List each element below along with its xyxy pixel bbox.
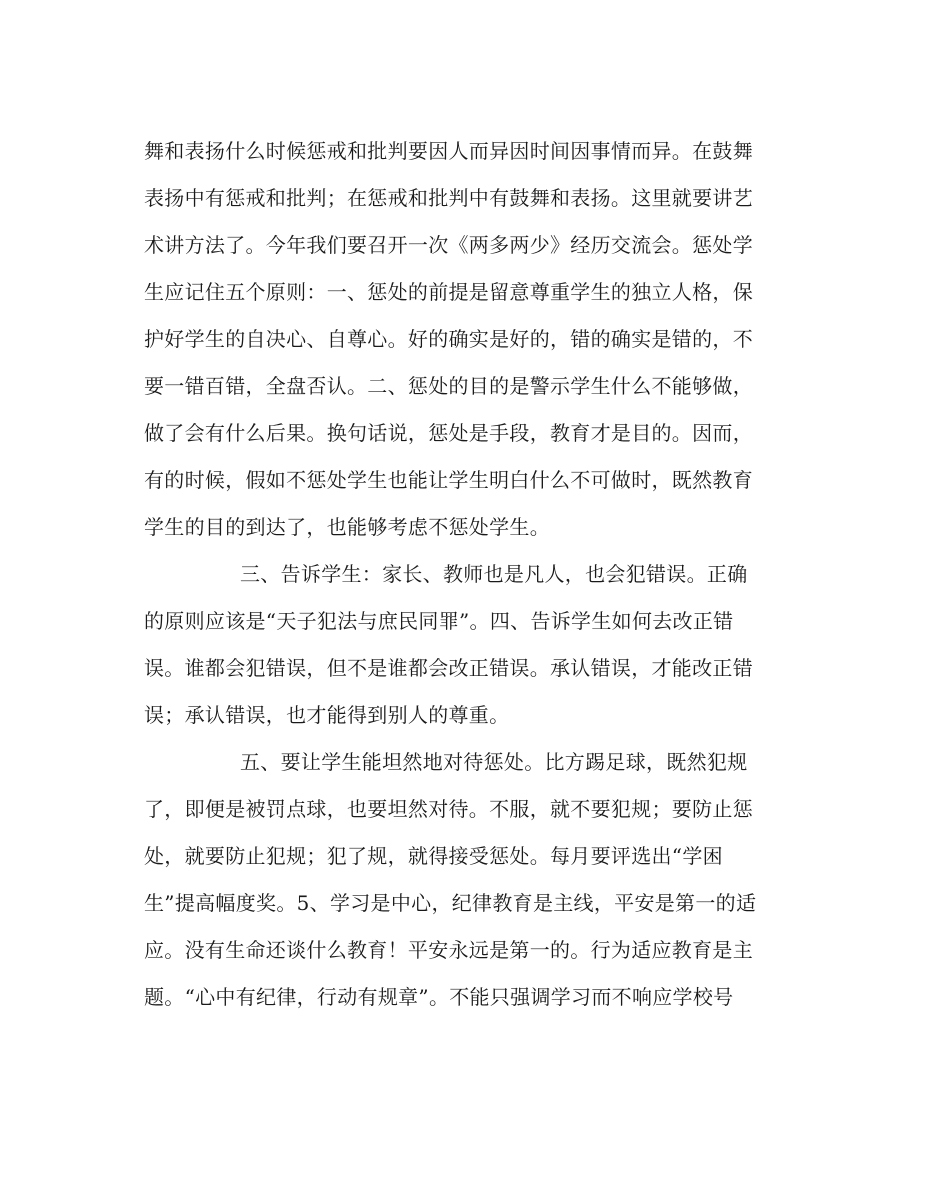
text-line: 舞和表扬什么时候惩戒和批判要因人而异因时间因事情而异。在鼓舞	[144, 139, 753, 163]
text-line: 生”提高幅度奖。5、学习是中心，纪律教育是主线，平安是第一的适	[144, 891, 757, 915]
text-line: 有的时候，假如不惩处学生也能让学生明白什么不可做时，既然教育	[144, 468, 753, 492]
text-line: 学生的目的到达了，也能够考虑不惩处学生。	[144, 515, 550, 539]
text-line: 了，即便是被罚点球，也要坦然对待。不服，就不要犯规；要防止惩	[144, 797, 753, 821]
text-line: 题。“心中有纪律，行动有规章”。不能只强调学习而不响应学校号	[144, 985, 734, 1009]
text-line: 要一错百错，全盘否认。二、惩处的目的是警示学生什么不能够做，	[144, 374, 753, 398]
text-line: 做了会有什么后果。换句话说，惩处是手段，教育才是目的。因而，	[144, 421, 753, 445]
paragraph	[144, 739, 809, 1021]
paragraph	[144, 551, 809, 739]
text-line: 误；承认错误，也才能得到别人的尊重。	[144, 703, 510, 727]
text-line: 生应记住五个原则：一、惩处的前提是留意尊重学生的独立人格，保	[144, 280, 753, 304]
text-line: 表扬中有惩戒和批判；在惩戒和批判中有鼓舞和表扬。这里就要讲艺	[144, 186, 753, 210]
text-line: 的原则应该是“天子犯法与庶民同罪”。四、告诉学生如何去改正错	[144, 609, 734, 633]
text-line: 五、要让学生能坦然地对待惩处。比方踢足球，既然犯规	[240, 750, 748, 774]
text-line: 术讲方法了。今年我们要召开一次《两多两少》经历交流会。惩处学	[144, 233, 753, 257]
text-line: 应。没有生命还谈什么教育！平安永远是第一的。行为适应教育是主	[144, 938, 753, 962]
text-line: 处，就要防止犯规；犯了规，就得接受惩处。每月要评选出“学困	[144, 844, 723, 868]
text-line: 三、告诉学生：家长、教师也是凡人，也会犯错误。正确	[240, 562, 748, 586]
text-line: 误。谁都会犯错误，但不是谁都会改正错误。承认错误，才能改正错	[144, 656, 753, 680]
document-body	[144, 128, 809, 1021]
paragraph	[144, 128, 809, 551]
text-line: 护好学生的自决心、自尊心。好的确实是好的，错的确实是错的，不	[144, 327, 753, 351]
